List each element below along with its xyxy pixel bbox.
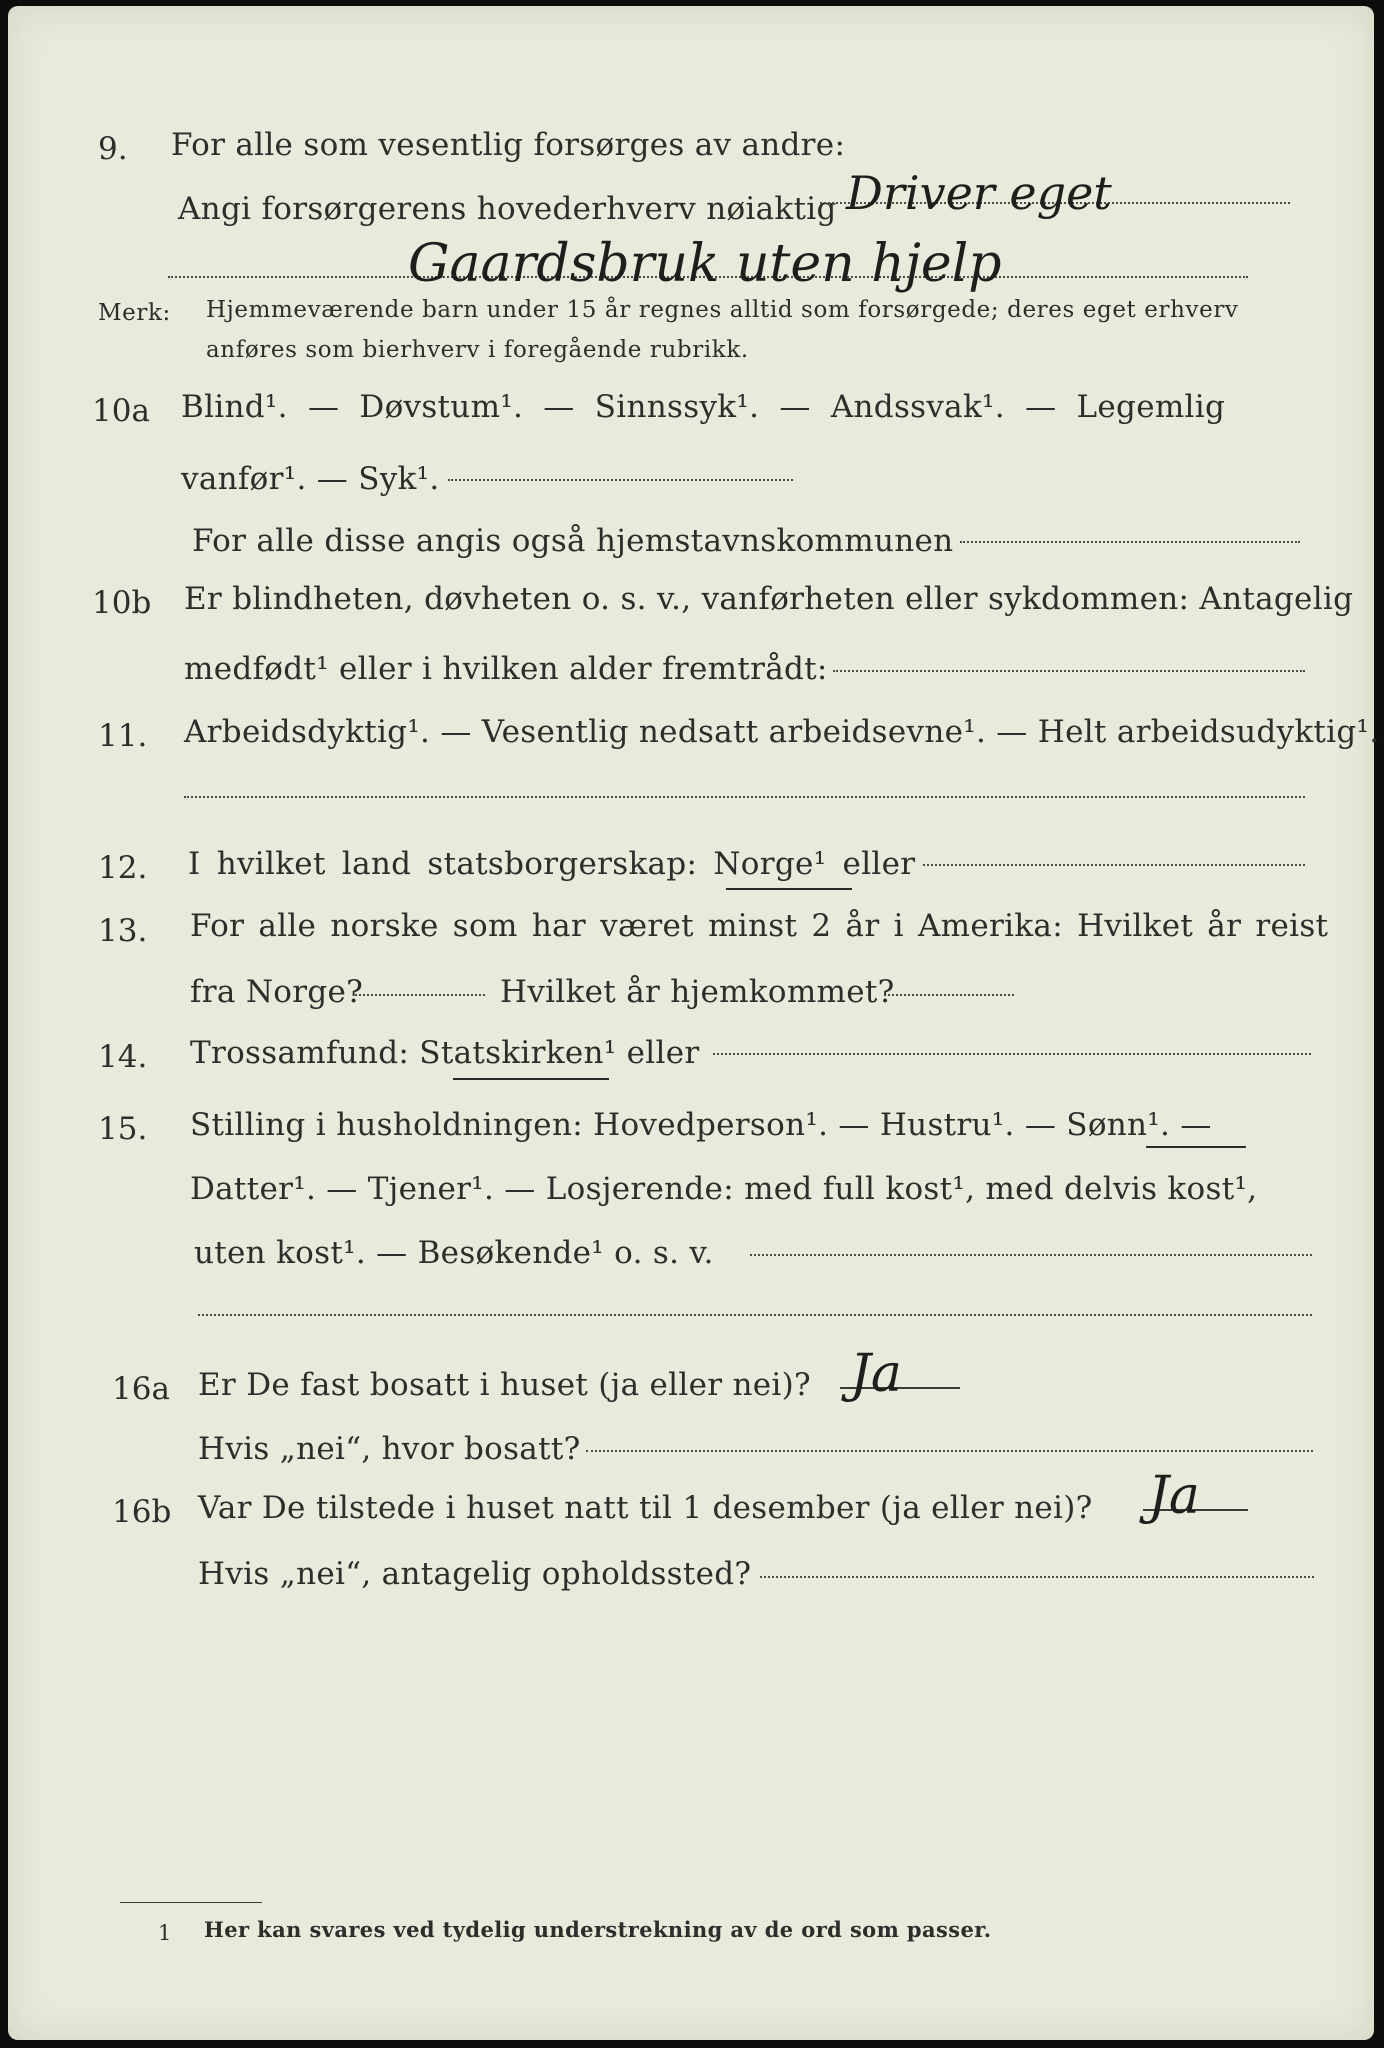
answer-line xyxy=(760,1576,1314,1578)
answer-line xyxy=(833,670,1305,672)
item-15-number: 15. xyxy=(98,1111,148,1147)
answer-line xyxy=(750,1254,1312,1256)
item-16b-number: 16b xyxy=(112,1494,172,1530)
note-label: Merk: xyxy=(98,300,171,326)
item-10a-number: 10a xyxy=(92,393,150,429)
answer-line xyxy=(355,994,485,996)
item-10b-line1: Er blindheten, døvheten o. s. v., vanførheten eller sykdommen: Antagelig xyxy=(184,581,1354,617)
item-10b-line2: medfødt¹ eller i hvilken alder fremtrådt: xyxy=(184,651,828,687)
underline-statskirken xyxy=(453,1078,609,1080)
handwritten-answer-9a: Driver eget xyxy=(846,166,1112,220)
answer-line xyxy=(713,1053,1311,1055)
answer-line xyxy=(960,541,1300,543)
answer-line xyxy=(448,479,793,481)
item-13-number: 13. xyxy=(98,913,148,949)
item-12-text: I hvilket land statsborgerskap: Norge¹ eller xyxy=(188,846,916,882)
item-16a-line2: Hvis „nei“, hvor bosatt? xyxy=(198,1431,581,1467)
item-10b-number: 10b xyxy=(92,585,152,621)
item-14-text: Trossamfund: Statskirken¹ eller xyxy=(190,1035,700,1071)
item-10a-line3: For alle disse angis også hjemstavnskommunen xyxy=(192,523,954,559)
item-9-label: Angi forsørgerens hovederhverv nøiaktig xyxy=(178,191,837,227)
handwritten-answer-9b: Gaardsbruk uten hjelp xyxy=(408,234,1002,294)
footnote-marker: 1 xyxy=(158,1921,172,1945)
census-form-page xyxy=(8,6,1380,2040)
underline-sonn xyxy=(1146,1146,1246,1148)
item-16a-number: 16a xyxy=(112,1371,170,1407)
item-13-line2a: fra Norge? xyxy=(190,974,364,1010)
footnote-text: Her kan svares ved tydelig understrekning av de ord som passer. xyxy=(204,1917,992,1942)
item-13-line1: For alle norske som har været minst 2 år i Amerika: Hvilket år reist xyxy=(190,908,1329,944)
footnote-rule xyxy=(120,1902,262,1903)
answer-line xyxy=(198,1314,1312,1316)
item-13-line2b: Hvilket år hjemkommet? xyxy=(500,974,895,1010)
handwritten-answer-16a: Ja xyxy=(850,1344,902,1404)
item-10a-line1: Blind¹. — Døvstum¹. — Sinnssyk¹. — Andssvak¹. — Legemlig xyxy=(181,389,1226,425)
item-11-number: 11. xyxy=(98,718,148,754)
item-16a-line1: Er De fast bosatt i huset (ja eller nei)? xyxy=(198,1367,811,1403)
item-10a-line2: vanfør¹. — Syk¹. xyxy=(181,461,440,497)
answer-line xyxy=(888,994,1014,996)
underline-norge xyxy=(726,888,852,890)
item-16b-line2: Hvis „nei“, antagelig opholdssted? xyxy=(198,1556,752,1592)
answer-line xyxy=(923,864,1305,866)
item-11-text: Arbeidsdyktig¹. — Vesentlig nedsatt arbeidsevne¹. — Helt arbeidsudyktig¹. xyxy=(184,714,1380,750)
answer-line xyxy=(586,1450,1313,1452)
answer-line xyxy=(184,796,1305,798)
item-15-line2: Datter¹. — Tjener¹. — Losjerende: med full kost¹, med delvis kost¹, xyxy=(190,1171,1258,1207)
note-line-1: Hjemmeværende barn under 15 år regnes alltid som forsørgede; deres eget erhverv xyxy=(206,297,1239,323)
item-9-number: 9. xyxy=(98,131,128,167)
item-15-line3: uten kost¹. — Besøkende¹ o. s. v. xyxy=(194,1235,714,1271)
handwritten-answer-16b: Ja xyxy=(1148,1466,1200,1526)
item-14-number: 14. xyxy=(98,1039,148,1075)
note-line-2: anføres som bierhverv i foregående rubrikk. xyxy=(206,337,749,363)
item-9-text: For alle som vesentlig forsørges av andre: xyxy=(171,127,846,163)
item-16b-line1: Var De tilstede i huset natt til 1 desember (ja eller nei)? xyxy=(198,1490,1093,1526)
item-15-line1: Stilling i husholdningen: Hovedperson¹. — Hustru¹. — Sønn¹. — xyxy=(190,1107,1212,1143)
item-12-number: 12. xyxy=(98,850,148,886)
